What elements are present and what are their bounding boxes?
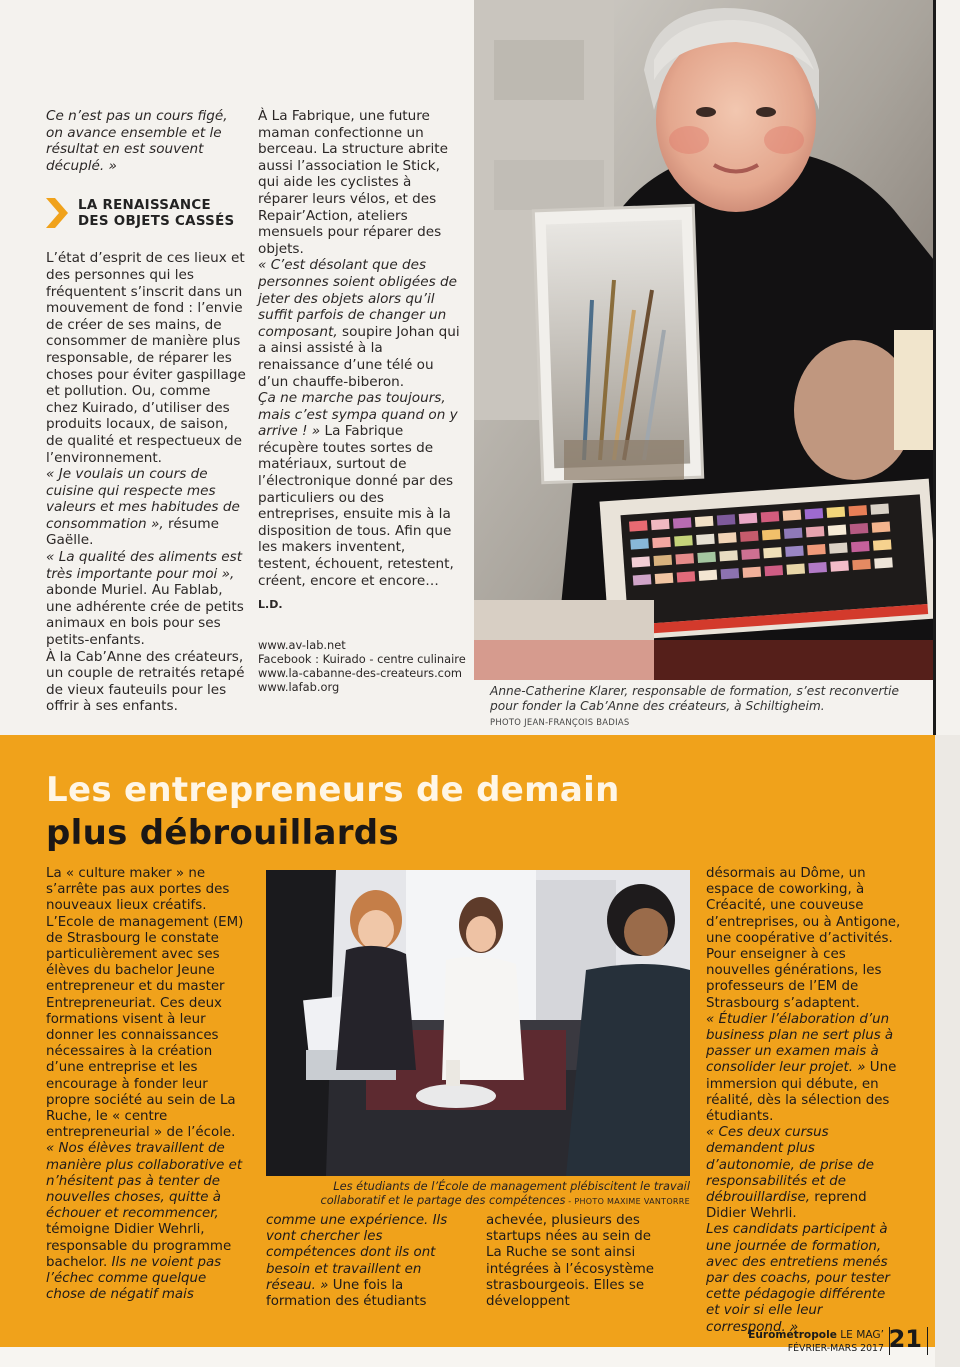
photo-credit: - PHOTO MAXIME VANTORRE: [565, 1197, 690, 1206]
brand-name: Eurométropole: [748, 1329, 837, 1341]
subhead-line-1: LA RENAISSANCE: [78, 198, 211, 214]
text: La Fabrique récupère toutes sortes de matériaux, surtout de l’électronique donné par des particuliers ou des entreprises, ensuite mis à la disposition de tous. Afin que les makers inventent, testent, échouent, retestent, créent, encore et encore…: [258, 423, 454, 589]
quote: « Étudier l’élaboration d’un business plan ne sert plus à passer un examen mais à consolider leur projet. »: [706, 1011, 894, 1076]
paragraph: [258, 390, 462, 589]
paragraph: [46, 1141, 244, 1303]
text: Une fois la formation des étudiants: [266, 1277, 427, 1310]
paragraph: L’état d’esprit de ces lieux et des personnes qui les fréquentent s’inscrit dans un mouvement de fond : l’envie de créer de ses mains, de consommer de manière plus responsable, de réparer les choses pour éviter gaspillage et pollution. Ou, comme chez Kuirado, d’utiliser des produits locaux, de saison, de qualité et respectueux de l’environnement.: [46, 250, 246, 466]
text: soupire Johan qui a ainsi assisté à la renaissance d’une télé ou d’un chauffe-biberon.: [258, 323, 460, 390]
text: Une immersion qui débute, en réalité, dès la sélection des étudiants.: [706, 1060, 897, 1125]
paragraph: [266, 1213, 466, 1310]
link[interactable]: Facebook : Kuirado - centre culinaire: [258, 651, 466, 666]
text: désormais au Dôme, un espace de coworking, à Créacité, une couveuse d’entreprises, ou à Antigone, une coopérative d’activités. Pour enseigner à ces nouvelles générations, les professeurs de l’EM de Strasbourg s’adaptent.: [706, 866, 901, 1011]
paragraph: [46, 549, 246, 649]
section-title-line-2: plus débrouillards: [46, 813, 399, 853]
paragraph: [706, 1125, 902, 1222]
text: résume Gaëlle.: [46, 515, 219, 549]
text: témoigne Didier Wehrli, responsable du programme bachelor.: [46, 1222, 232, 1270]
quote: « Ces deux cursus demandent plus d’autonomie, de prise de responsabilités et de débrouillardise,: [706, 1125, 875, 1206]
text: abonde Muriel. Au Fablab, une adhérente crée de petits animaux en bois pour ses petits-enfants.: [46, 582, 244, 649]
link[interactable]: www.lafab.org: [258, 679, 340, 694]
page-edge: [935, 735, 960, 1367]
photo-credit: PHOTO JEAN-FRANÇOIS BADIAS: [490, 717, 630, 727]
quote: « Nos élèves travaillent de manière plus collaborative et n’hésitent pas à tenter de nouvelles choses, quitte à échouer et recommencer,: [46, 1141, 243, 1222]
author-signature: L.D.: [258, 598, 283, 612]
paragraph: [46, 466, 246, 549]
quote: « C’est désolant que des personnes soient obligées de jeter des objets alors qu’il suffit parfois de changer un composant,: [258, 257, 458, 340]
link[interactable]: www.av-lab.net: [258, 637, 346, 652]
article-column-5: [486, 1213, 670, 1310]
paragraph: À La Fabrique, une future maman confectionne un berceau. La structure abrite aussi l’association le Stick, qui aide les cyclistes à réparer leurs vélos, et des Repair’Action, ateliers mensuels pour réparer des objets.: [258, 108, 448, 257]
intro-quote: Ce n’est pas un cours figé, on avance ensemble et le résultat en est souvent décuplé. »: [46, 108, 228, 174]
students-illustration: [266, 870, 690, 1176]
quote: « La qualité des aliments est très importante pour moi »,: [46, 549, 243, 582]
page-number: 21: [888, 1325, 922, 1353]
brand-suffix: LE MAG’: [836, 1329, 884, 1341]
article-column-1: [46, 108, 246, 715]
paragraph: achevée, plusieurs des startups nées au sein de La Ruche se sont ainsi intégrées à l’écosystème strasbourgeois. Elles se développent: [486, 1213, 654, 1310]
link[interactable]: www.la-cabanne-des-createurs.com: [258, 665, 463, 680]
subhead-line-2: DES OBJETS CASSÉS: [78, 214, 235, 230]
links-list: [258, 637, 466, 694]
divider: [927, 1327, 929, 1355]
paragraph: À la Cab’Anne des créateurs, un couple de retraités retapé de vieux fauteuils pour les offrir à ses enfants.: [46, 648, 245, 715]
quote: Ça ne marche pas toujours, mais c’est sympa quand on y arrive ! »: [258, 390, 458, 440]
paragraph: [706, 866, 902, 1012]
section-title-line-1: Les entrepreneurs de demain: [46, 770, 620, 810]
photo-caption: [490, 684, 930, 727]
caption-text: Les étudiants de l’École de management plébiscitent le travail collaboratif et le partage des compétences: [320, 1179, 690, 1207]
text: reprend Didier Wehrli.: [706, 1190, 867, 1222]
portrait-photo: [474, 0, 934, 680]
portrait-illustration: [474, 0, 934, 680]
quote: « Je voulais un cours de cuisine qui respecte mes valeurs et mes habitudes de consommation »,: [46, 466, 240, 532]
students-photo: [266, 870, 690, 1176]
magazine-brand: [748, 1329, 884, 1341]
quote: Ils ne voient pas l’échec comme quelque chose de négatif mais: [46, 1254, 222, 1303]
chevron-right-icon: [46, 198, 68, 228]
article-column-4: [266, 1213, 466, 1310]
quote: comme une expérience. Ils vont chercher les compétences dont ils ont besoin et travaillent en réseau. »: [266, 1213, 448, 1293]
paragraph: [258, 257, 462, 390]
article-column-2: [258, 108, 466, 694]
paragraph: [706, 1012, 902, 1125]
caption-text: Anne-Catherine Klarer, responsable de formation, s’est reconvertie pour fonder la Cab’Anne des créateurs, à Schiltigheim.: [490, 684, 900, 713]
quote: Les candidats participent à une journée de formation, avec des entretiens menés par des coachs, pour tester cette pédagogie différente et voir si elle leur correspond. »: [706, 1222, 890, 1335]
page-edge-line: [933, 0, 936, 780]
issue-date: FÉVRIER-MARS 2017: [787, 1343, 884, 1354]
paragraph: La « culture maker » ne s’arrête pas aux portes des nouveaux lieux créatifs. L’Ecole de management (EM) de Strasbourg le constate particulièrement avec ses élèves du bachelor Jeune entrepreneur et du master Entrepreneuriat. Ces deux formations visent à leur donner les connaissances nécessaires à la création d’une entreprise et les encourage à fonder leur propre société au sein de La Ruche, le « centre entrepreneurial » de l’école.: [46, 866, 244, 1141]
article-column-3: [46, 866, 244, 1303]
page-footer: [748, 1323, 942, 1363]
students-photo-caption: [276, 1179, 690, 1209]
article-column-6: [706, 866, 902, 1336]
subhead: [46, 198, 246, 230]
